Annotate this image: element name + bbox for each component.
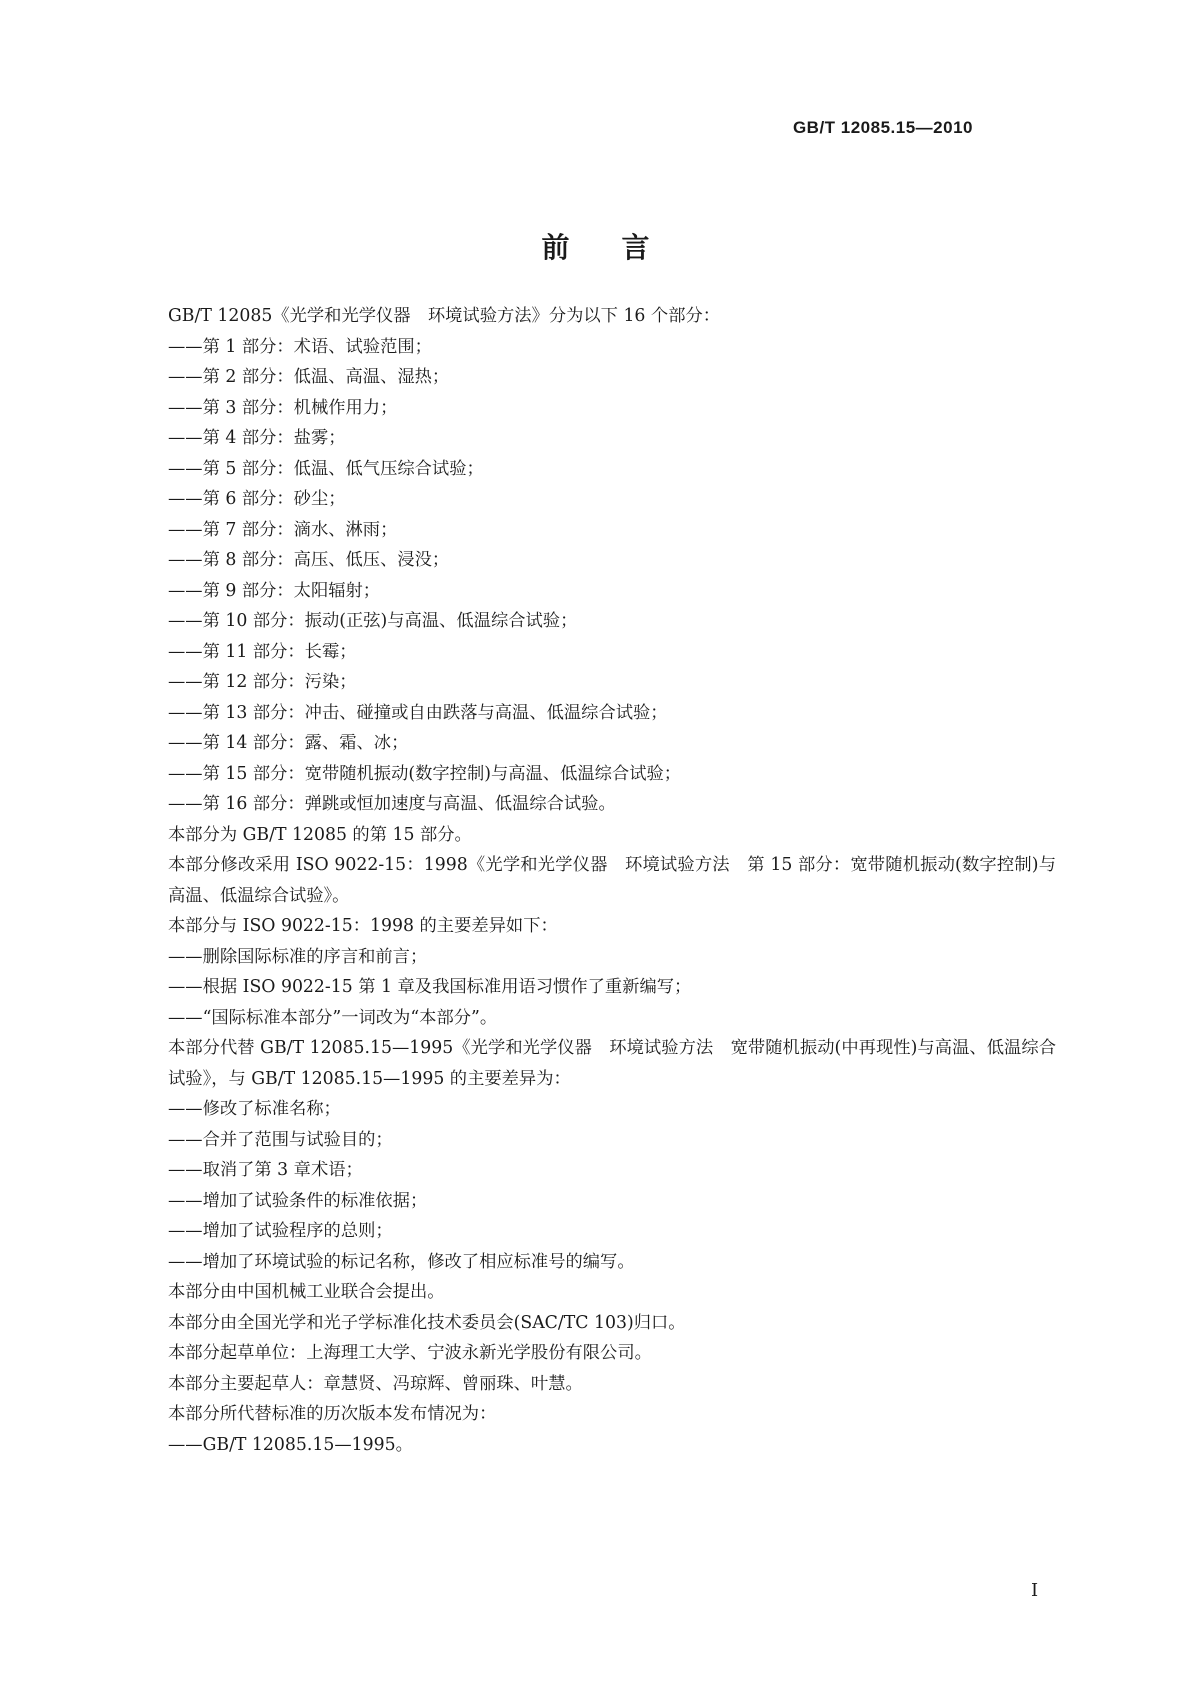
paragraph: ——第 8 部分：高压、低压、浸没； (168, 550, 450, 570)
document-body (126, 301, 1056, 1460)
paragraph: ——增加了试验条件的标准依据； (168, 1190, 428, 1211)
paragraph: ——第 10 部分：振动(正弦)与高温、低温综合试验； (168, 611, 578, 631)
paragraph: 本部分代替 GB/T 12085.15—1995《光学和光学仪器 环境试验方法 宽带随机振动(中再现性)与高温、低温综合试验》，与 GB/T 12085.15—1995 的主要差异为： (168, 1038, 1056, 1089)
paragraph: 本部分起草单位：上海理工大学、宁波永新光学股份有限公司。 (168, 1343, 652, 1363)
paragraph: ——第 2 部分：低温、高温、湿热； (168, 367, 450, 387)
paragraph: 本部分与 ISO 9022-15：1998 的主要差异如下： (168, 916, 558, 936)
paragraph: GB/T 12085《光学和光学仪器 环境试验方法》分为以下 16 个部分： (168, 306, 721, 326)
paragraph: ——增加了试验程序的总则； (168, 1221, 393, 1241)
paragraph: ——第 14 部分：露、霜、冰； (168, 733, 409, 753)
paragraph: 本部分由全国光学和光子学标准化技术委员会(SAC/TC 103)归口。 (168, 1312, 686, 1333)
paragraph: ——第 7 部分：滴水、淋雨； (168, 519, 398, 540)
paragraph: ——第 15 部分：宽带随机振动(数字控制)与高温、低温综合试验； (168, 763, 682, 784)
paragraph: ——第 13 部分：冲击、碰撞或自由跌落与高温、低温综合试验； (168, 702, 668, 723)
paragraph: ——增加了环境试验的标记名称，修改了相应标准号的编写。 (168, 1251, 635, 1272)
paragraph: ——删除国际标准的序言和前言； (168, 946, 428, 967)
paragraph: ——取消了第 3 章术语； (168, 1160, 363, 1180)
standard-code: GB/T 12085.15—2010 (792, 118, 973, 137)
paragraph: ——合并了范围与试验目的； (168, 1129, 393, 1150)
paragraph: ——第 4 部分：盐雾； (168, 428, 346, 448)
paragraph: 本部分所代替标准的历次版本发布情况为： (168, 1404, 497, 1424)
paragraph: 本部分由中国机械工业联合会提出。 (168, 1282, 445, 1302)
paragraph: ——第 12 部分：污染； (168, 672, 357, 692)
page-number: I (1031, 1580, 1039, 1601)
paragraph: ——第 11 部分：长霉； (168, 641, 357, 662)
page-title: 前言 (541, 231, 702, 264)
paragraph: ——第 5 部分：低温、低气压综合试验； (168, 458, 484, 479)
paragraph: 本部分为 GB/T 12085 的第 15 部分。 (168, 824, 472, 845)
paragraph: ——第 6 部分：砂尘； (168, 489, 346, 509)
paragraph: ——“国际标准本部分”一词改为“本部分”。 (168, 1007, 498, 1028)
paragraph: ——修改了标准名称； (168, 1099, 341, 1119)
paragraph: ——GB/T 12085.15—1995。 (168, 1434, 413, 1455)
paragraph: ——第 16 部分：弹跳或恒加速度与高温、低温综合试验。 (168, 794, 616, 814)
paragraph: 本部分修改采用 ISO 9022-15：1998《光学和光学仪器 环境试验方法 第 15 部分：宽带随机振动(数字控制)与高温、低温综合试验》。 (168, 855, 1056, 906)
paragraph: ——第 3 部分：机械作用力； (168, 397, 398, 418)
paragraph: 本部分主要起草人：章慧贤、冯琼辉、曾丽珠、叶慧。 (168, 1373, 583, 1394)
paragraph: ——第 1 部分：术语、试验范围； (168, 336, 432, 357)
paragraph: ——根据 ISO 9022-15 第 1 章及我国标准用语习惯作了重新编写； (168, 977, 692, 997)
paragraph: ——第 9 部分：太阳辐射； (168, 580, 381, 601)
